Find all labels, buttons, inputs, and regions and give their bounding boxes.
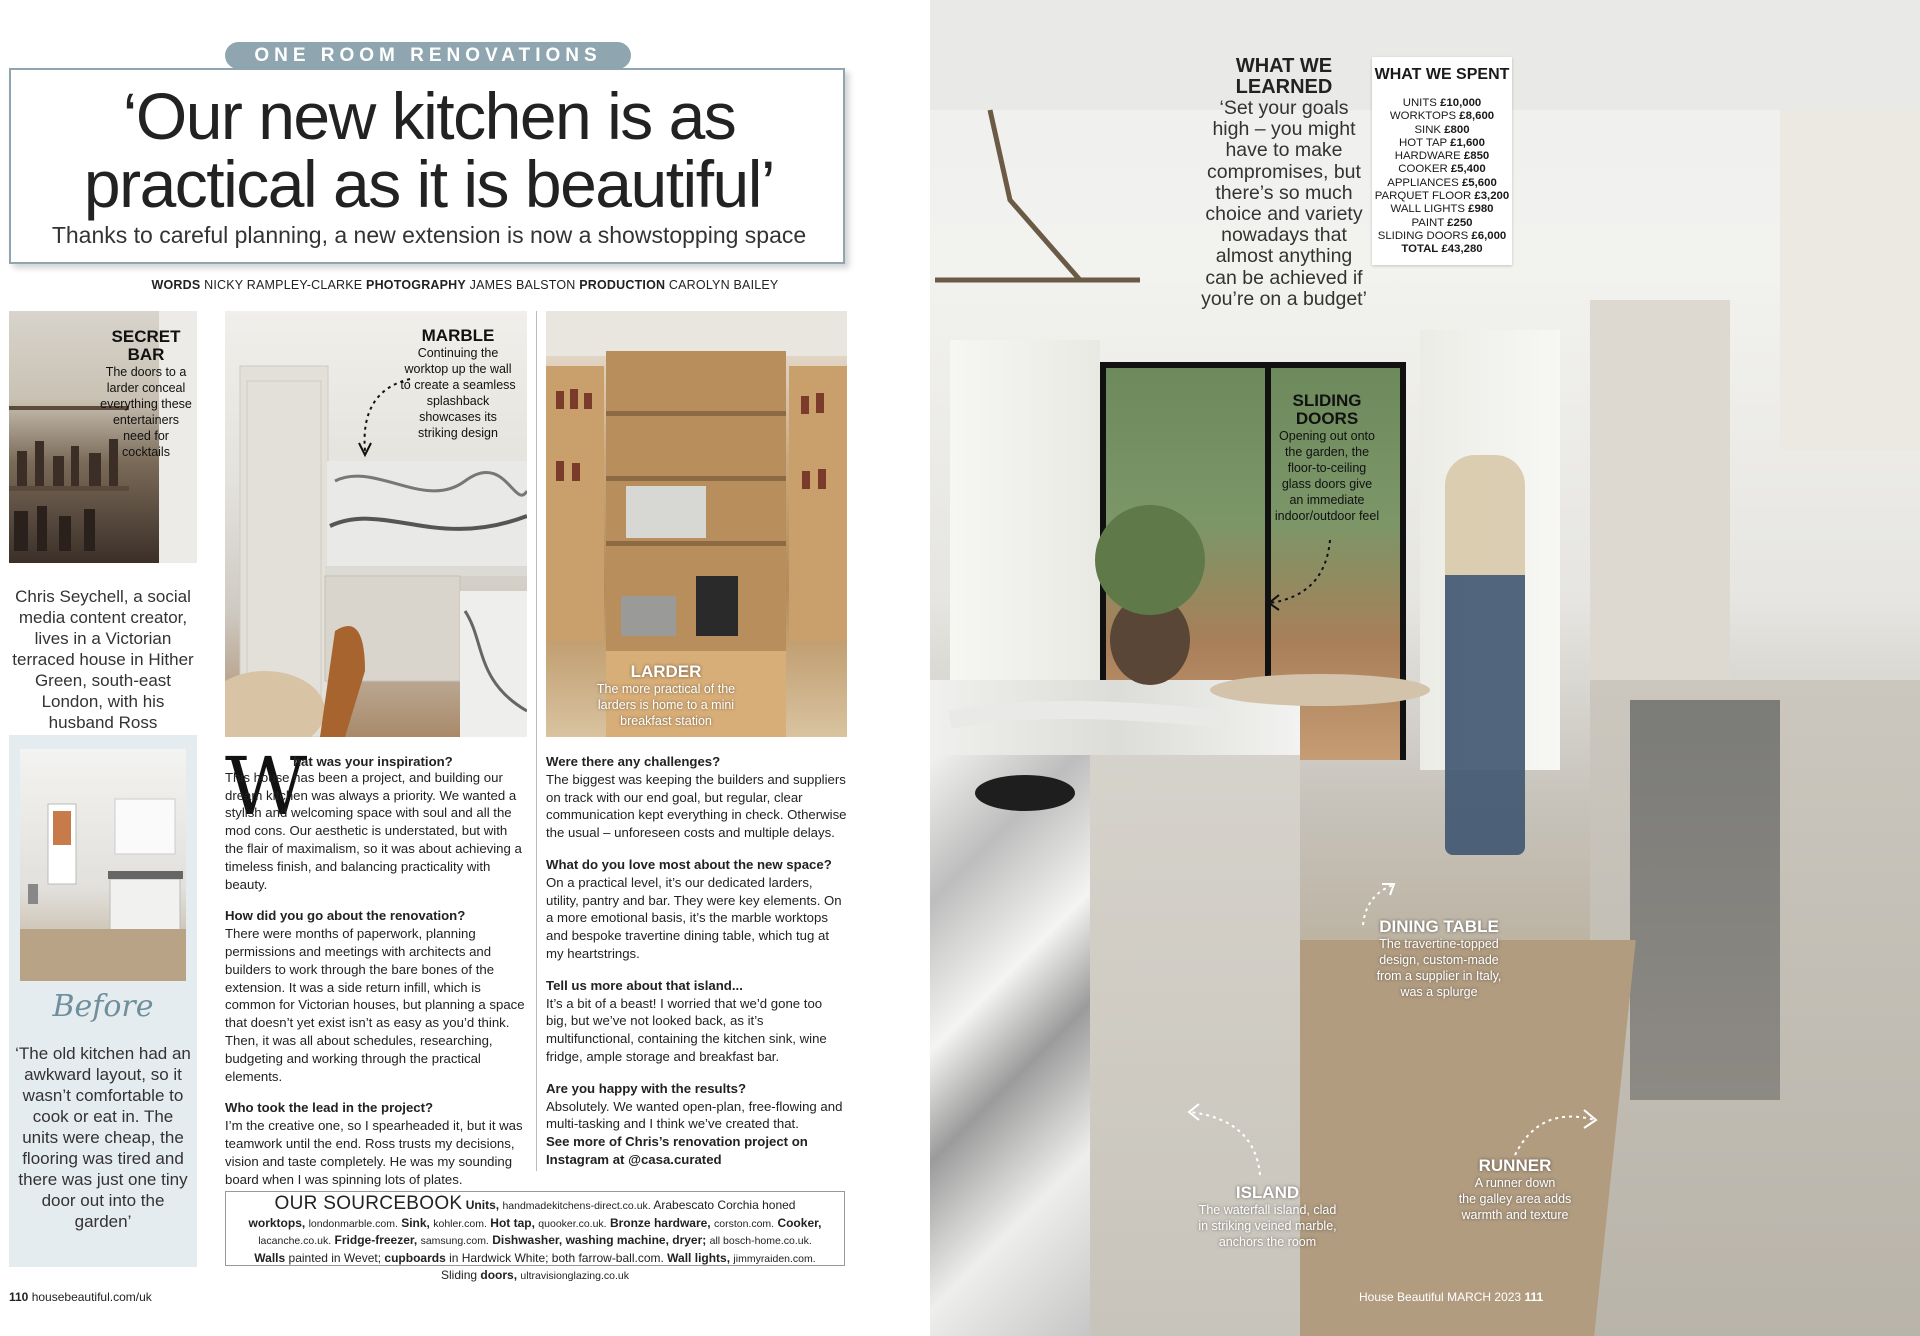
section-tag: ONE ROOM RENOVATIONS <box>225 42 631 69</box>
larder-caption <box>566 663 766 729</box>
intro-text: Chris Seychell, a social media content creator, lives in a Victorian terraced house in Hither Green, south-east London, with his husband Ross <box>12 587 194 732</box>
sb-label: Units, <box>465 1198 500 1212</box>
caption-line: anchors the room <box>1218 1235 1317 1249</box>
sb-text: painted in Wevet; <box>288 1250 382 1265</box>
caption-line: breakfast station <box>620 714 712 728</box>
standfirst: Thanks to careful planning, a new extension is now a showstopping space <box>51 222 807 248</box>
caption-line: larders is home to a mini <box>597 698 735 712</box>
caption-line: The travertine-topped <box>1379 937 1499 951</box>
caption-line: cocktails <box>122 445 170 459</box>
larder-photo <box>546 311 847 737</box>
caption-line: warmth and texture <box>1461 1208 1569 1222</box>
caption-title: LARDER <box>630 662 702 681</box>
question: Tell us more about that island... <box>546 977 743 993</box>
caption-line: from a supplier in Italy, <box>1376 969 1502 983</box>
answer-text: The biggest was keeping the builders and suppliers on track with our end goal, but regular, clear communication kept everything in check. Otherwise the usual – unforeseen costs and multiple delays. <box>546 771 847 841</box>
caption-line: The doors to a <box>105 365 187 379</box>
caption-line: larder conceal <box>106 381 186 395</box>
caption-line: everything these <box>100 397 192 411</box>
runner-caption <box>1445 1157 1585 1223</box>
sb-text: Arabescato Corchia honed <box>653 1198 796 1212</box>
spent-total: TOTAL £43,280 <box>1401 243 1483 256</box>
caption-line: glass doors give <box>1281 477 1373 491</box>
caption-line: showcases its <box>419 410 497 424</box>
answer <box>225 769 528 894</box>
sb-label: worktops, <box>248 1215 306 1230</box>
answer-text: On a practical level, it’s our dedicated larders, utility, pantry and bar. They were key elements. On a more emotional basis, it’s the marble worktops and bespoke travertine dining table, which tug at my heartstrings. <box>546 874 842 961</box>
headline-line-1: ‘Our new kitchen is as <box>122 79 736 153</box>
sb-source: kohler.com. <box>433 1217 487 1230</box>
sb-text: in Hardwick White; both farrow-ball.com. <box>449 1250 664 1265</box>
question: How did you go about the renovation? <box>225 908 466 924</box>
spent-item: WALL LIGHTS £980 <box>1390 203 1494 216</box>
question: Are you happy with the results? <box>546 1080 747 1096</box>
credits <box>0 278 930 292</box>
caption-line: Continuing the <box>417 346 499 360</box>
learned-title-line: LEARNED <box>1235 76 1333 98</box>
caption-title: ISLAND <box>1235 1183 1300 1202</box>
sliding-doors-arrow-icon <box>1265 535 1345 615</box>
learned-title <box>1225 56 1343 98</box>
sb-label: Bronze hardware, <box>609 1215 711 1230</box>
caption-title: DOORS <box>1295 409 1359 428</box>
learned-title-line: WHAT WE <box>1235 55 1333 77</box>
caption-title: SLIDING <box>1292 391 1362 410</box>
sb-label: doors, <box>480 1268 518 1282</box>
sb-text: Sliding <box>441 1268 478 1282</box>
old-kitchen-illustration <box>20 749 186 981</box>
question: What do you love most about the new space? <box>546 856 832 872</box>
question-answer <box>546 977 847 1066</box>
spent-item: PARQUET FLOOR £3,200 <box>1374 190 1510 203</box>
instagram-link[interactable]: See more of Chris’s renovation project on Instagram at @casa.curated <box>546 1134 808 1167</box>
caption-line: design, custom-made <box>1379 953 1499 967</box>
sb-source: lacanche.co.uk. <box>258 1235 332 1247</box>
caption-line: Opening out onto <box>1279 429 1375 443</box>
caption-line: an immediate <box>1289 493 1365 507</box>
question: Who took the lead in the project? <box>225 1100 434 1116</box>
before-label: Before <box>52 989 154 1024</box>
question: Were there any challenges? <box>546 754 721 769</box>
question: hat was your inspiration? <box>293 754 453 769</box>
spent-title: WHAT WE SPENT <box>1374 66 1510 83</box>
caption-line: in striking veined marble, <box>1198 1219 1337 1233</box>
answer-text: I’m the creative one, so I spearheaded it, but it was teamwork until the end. Ross trusts my decisions, vision and taste completely. He was my sounding board when I was spinning lots of plates. <box>225 1118 523 1187</box>
question-answer <box>546 856 847 963</box>
caption-line: to create a seamless <box>400 378 516 392</box>
caption-title: BAR <box>127 345 165 364</box>
folio-right <box>1359 1290 1543 1304</box>
caption-line: need for <box>123 429 169 443</box>
sb-label: Cooker, <box>777 1215 822 1230</box>
spent-item: SLIDING DOORS £6,000 <box>1377 229 1507 242</box>
sb-label: Wall lights, <box>667 1250 731 1265</box>
answer-text: There were months of paperwork, planning permissions and meetings with architects and builders to work through the bare bones of the extension. It was a side return infill, which is common for Victorian houses, but planning a space that doesn’t yet exist isn’t as easy as you’d think. Then, it was all about schedules, researching, budgeting and working through the practical elements. <box>225 926 525 1084</box>
caption-line: entertainers <box>112 413 179 427</box>
spent-item: PAINT £250 <box>1411 216 1473 229</box>
credit-photo: JAMES BALSTON <box>469 278 576 292</box>
sb-source: ultravisionglazing.co.uk <box>520 1270 629 1282</box>
spent-item: HOT TAP £1,600 <box>1399 136 1485 149</box>
sb-source: samsung.com. <box>420 1235 489 1247</box>
sourcebook <box>225 1191 845 1282</box>
site-url: housebeautiful.com/uk <box>31 1290 152 1304</box>
sb-label: Fridge-freezer, <box>334 1233 418 1247</box>
sb-source: londonmarble.com. <box>308 1217 398 1230</box>
column-divider <box>536 311 537 1171</box>
caption-line: indoor/outdoor feel <box>1274 509 1380 523</box>
island-arrow-icon <box>1185 1100 1265 1180</box>
sourcebook-title: OUR SOURCEBOOK <box>274 1193 463 1214</box>
question-answer <box>546 753 847 842</box>
credit-words-label: WORDS <box>151 278 201 292</box>
sb-source: all bosch-home.co.uk. <box>709 1235 812 1247</box>
sb-source: quooker.co.uk. <box>538 1217 607 1230</box>
credit-production-label: PRODUCTION <box>579 278 666 292</box>
question-answer <box>546 1080 847 1169</box>
question-answer <box>225 907 528 1085</box>
sb-label: Walls <box>254 1250 286 1265</box>
answer-text: Absolutely. We wanted open-plan, free-flowing and multi-tasking and I think we’ve created that. <box>546 1098 843 1132</box>
spent-item: WORKTOPS £8,600 <box>1389 110 1495 123</box>
caption-line: splashback <box>426 394 490 408</box>
question-answer <box>225 1099 528 1188</box>
issue-date: MARCH 2023 <box>1447 1290 1522 1304</box>
spent-box <box>1372 57 1512 265</box>
credit-words: NICKY RAMPLEY-CLARKE <box>204 278 363 292</box>
learned-quote: ‘Set your goals high – you might have to make compromises, but there’s so much choice and variety nowadays that almost anything can be achieved if you’re on a budget’ <box>1201 97 1367 310</box>
answer-text: It’s a bit of a beast! I worried that we’d gone too big, but we’ve not looked back, as it’s multifunctional, containing the kitchen sink, wine fridge, ample storage and breakfast bar. <box>546 995 827 1064</box>
interview-column-2 <box>546 753 847 1183</box>
secret-bar-caption <box>95 328 197 460</box>
sb-source: jimmyraiden.com. <box>733 1252 816 1265</box>
page-number: 110 <box>9 1290 29 1304</box>
left-page <box>0 0 930 1336</box>
before-quote: ‘The old kitchen had an awkward layout, so it wasn’t comfortable to cook or eat in. The units were cheap, the flooring was tired and there was just one tiny door out into the garden’ <box>15 1044 191 1231</box>
credit-photo-label: PHOTOGRAPHY <box>366 278 466 292</box>
spent-list <box>1372 97 1512 257</box>
sb-label: Dishwasher, washing machine, dryer; <box>492 1233 707 1247</box>
spent-item: SINK £800 <box>1414 123 1470 136</box>
runner-arrow-icon <box>1510 1100 1600 1160</box>
headline-line-2: practical as it is beautiful’ <box>83 147 775 221</box>
before-photo <box>20 749 186 981</box>
caption-line: floor-to-ceiling <box>1287 461 1367 475</box>
sb-source: corston.com. <box>713 1217 775 1230</box>
dining-table-arrow-icon <box>1358 880 1408 930</box>
caption-line: worktop up the wall <box>404 362 512 376</box>
dining-table-caption <box>1364 918 1514 1000</box>
caption-line: A runner down <box>1474 1176 1556 1190</box>
sb-source: handmadekitchens-direct.co.uk. <box>502 1200 651 1212</box>
caption-line: was a splurge <box>1400 985 1478 999</box>
caption-line: striking design <box>418 426 498 440</box>
secret-bar-photo <box>9 311 197 563</box>
caption-line: the galley area adds <box>1458 1192 1572 1206</box>
magazine-name: House Beautiful <box>1359 1290 1444 1304</box>
island-caption <box>1190 1184 1345 1250</box>
spent-item: HARDWARE £850 <box>1394 150 1490 163</box>
caption-title: RUNNER <box>1478 1156 1552 1175</box>
answer-text: This house has been a project, and building our dream kitchen was always a priority. We wanted a stylish and welcoming space with soul and all the mod cons. Our aesthetic is understated, but with the flair of maximalism, so it was about achieving a timeless finish, and balancing practicality with beauty. <box>225 769 522 892</box>
marble-arrow-icon <box>350 371 430 471</box>
caption-title: DINING TABLE <box>1379 917 1499 936</box>
credit-production: CAROLYN BAILEY <box>668 278 779 292</box>
headline-box <box>9 68 845 264</box>
sb-label: Sink, <box>401 1215 430 1230</box>
caption-line: The more practical of the <box>596 682 736 696</box>
caption-title: SECRET <box>111 327 181 346</box>
dropcap: W <box>225 740 308 833</box>
caption-title: MARBLE <box>421 326 495 345</box>
sb-label: Hot tap, <box>490 1215 535 1230</box>
spent-item: APPLIANCES £5,600 <box>1387 176 1497 189</box>
spent-item: COOKER £5,400 <box>1398 163 1486 176</box>
spent-item: UNITS £10,000 <box>1402 97 1482 109</box>
headline <box>11 79 847 221</box>
folio-left <box>9 1290 152 1304</box>
page-number: 111 <box>1524 1290 1544 1304</box>
marble-photo <box>225 311 527 737</box>
caption-line: the garden, the <box>1284 445 1370 459</box>
interview-column-1 <box>225 740 528 1202</box>
sliding-doors-caption <box>1262 392 1392 524</box>
sb-label: cupboards <box>384 1250 446 1265</box>
caption-line: The waterfall island, clad <box>1198 1203 1337 1217</box>
